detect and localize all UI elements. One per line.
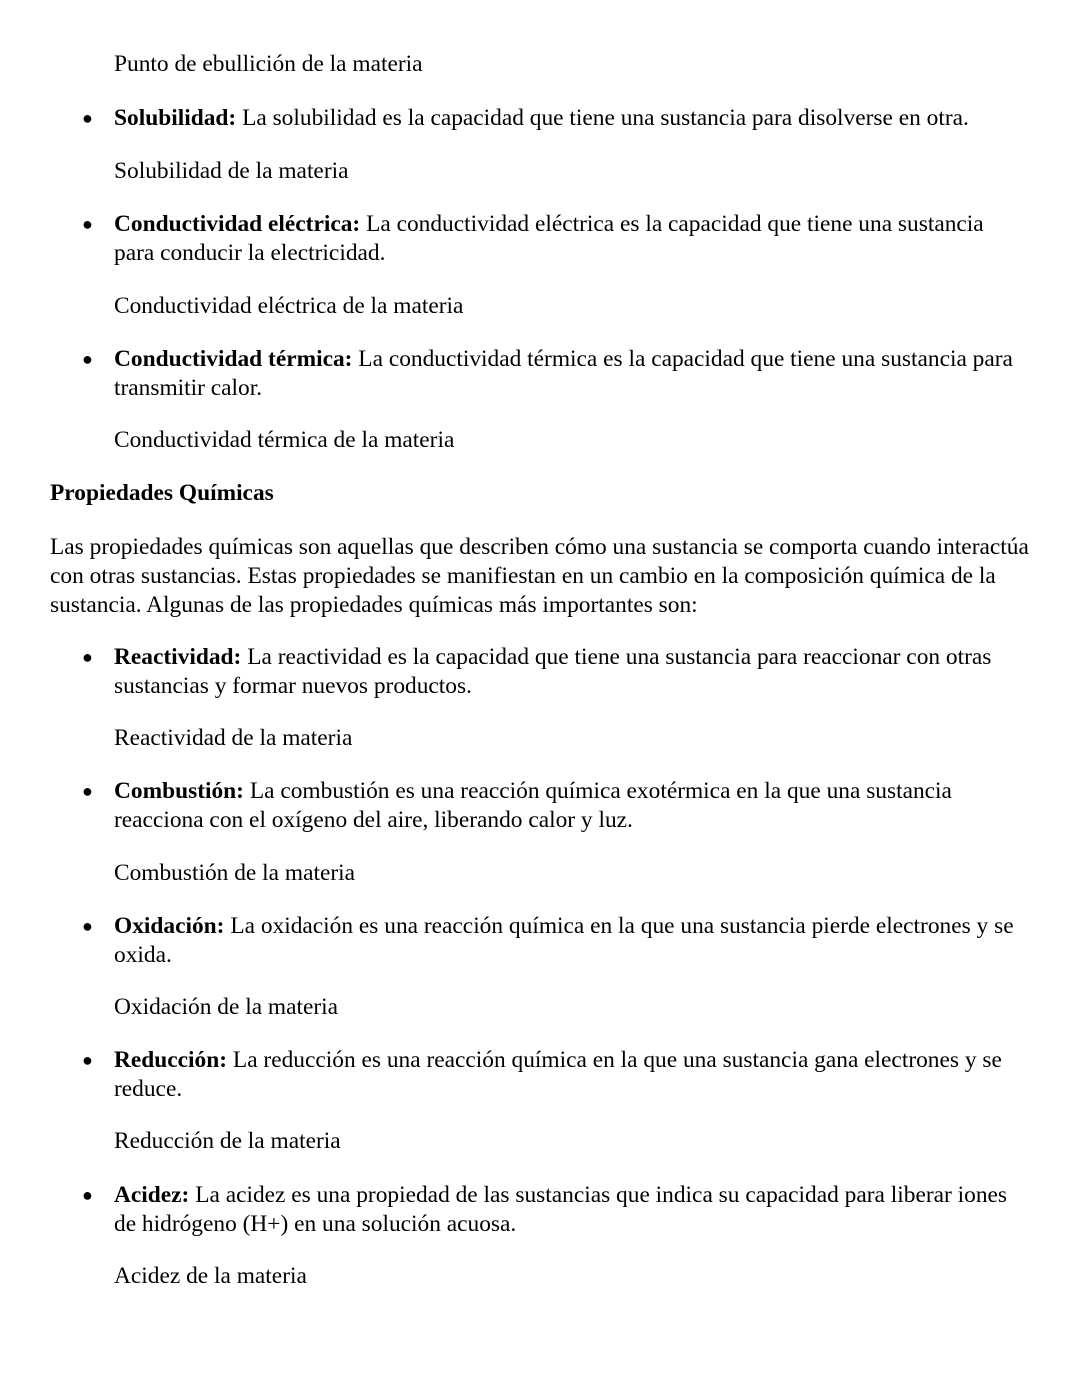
definition-reactividad: La reactividad es la capacidad que tiene una sustancia para reaccionar con otras sustancias y formar nuevos productos. <box>114 644 992 699</box>
bullet-icon: ● <box>82 647 93 667</box>
caption-combustion: Combustión de la materia <box>114 860 355 886</box>
bullet-icon: ● <box>82 214 93 234</box>
intro-paragraph: Las propiedades químicas son aquellas que describen cómo una sustancia se comporta cuando interactúa con otras sustancias. Estas propiedades se manifiestan en un cambio en la composición química de la sustancia. Algunas de las propiedades químicas más importantes son: <box>50 534 1029 618</box>
term-acidez: Acidez: <box>114 1182 190 1208</box>
term-conductividad-electrica: Conductividad eléctrica: <box>114 211 361 237</box>
caption-reduccion: Reducción de la materia <box>114 1128 341 1154</box>
bullet-icon: ● <box>82 108 93 128</box>
caption-acidez: Acidez de la materia <box>114 1263 307 1289</box>
caption-conductividad-electrica: Conductividad eléctrica de la materia <box>114 293 464 319</box>
term-oxidacion: Oxidación: <box>114 913 225 939</box>
list-item-conductividad-termica <box>82 345 1034 403</box>
list-item-reactividad <box>82 643 1004 701</box>
definition-conductividad-termica: La conductividad térmica es la capacidad que tiene una sustancia para transmitir calor. <box>114 346 1013 401</box>
caption-conductividad-termica: Conductividad térmica de la materia <box>114 427 455 453</box>
bullet-icon: ● <box>82 349 93 369</box>
caption-punto-ebullicion: Punto de ebullición de la materia <box>114 51 423 77</box>
list-item-solubilidad <box>82 104 1044 133</box>
list-item-acidez <box>82 1181 1014 1239</box>
definition-acidez: La acidez es una propiedad de las sustancias que indica su capacidad para liberar iones de hidrógeno (H+) en una solución acuosa. <box>114 1182 1008 1237</box>
bullet-icon: ● <box>82 1185 93 1205</box>
term-conductividad-termica: Conductividad térmica: <box>114 346 353 372</box>
definition-oxidacion: La oxidación es una reacción química en la que una sustancia pierde electrones y se oxida. <box>114 913 1014 968</box>
definition-reduccion: La reducción es una reacción química en la que una sustancia gana electrones y se reduce. <box>114 1047 1002 1102</box>
bullet-icon: ● <box>82 916 93 936</box>
term-solubilidad: Solubilidad: <box>114 105 237 131</box>
list-item-reduccion <box>82 1046 1039 1104</box>
term-reduccion: Reducción: <box>114 1047 228 1073</box>
bullet-icon: ● <box>82 1050 93 1070</box>
caption-reactividad: Reactividad de la materia <box>114 725 353 751</box>
definition-combustion: La combustión es una reacción química exotérmica en la que una sustancia reacciona con el oxígeno del aire, liberando calor y luz. <box>114 778 952 833</box>
term-reactividad: Reactividad: <box>114 644 242 670</box>
term-combustion: Combustión: <box>114 778 244 804</box>
definition-solubilidad: La solubilidad es la capacidad que tiene una sustancia para disolverse en otra. <box>236 105 969 131</box>
list-item-oxidacion <box>82 912 1034 970</box>
list-item-conductividad-electrica <box>82 210 994 268</box>
definition-conductividad-electrica: La conductividad eléctrica es la capacidad que tiene una sustancia para conducir la electricidad. <box>114 211 984 266</box>
list-item-combustion <box>82 777 1014 835</box>
bullet-icon: ● <box>82 781 93 801</box>
section-heading-propiedades-quimicas: Propiedades Químicas <box>50 480 274 506</box>
caption-oxidacion: Oxidación de la materia <box>114 994 339 1020</box>
caption-solubilidad: Solubilidad de la materia <box>114 158 349 184</box>
